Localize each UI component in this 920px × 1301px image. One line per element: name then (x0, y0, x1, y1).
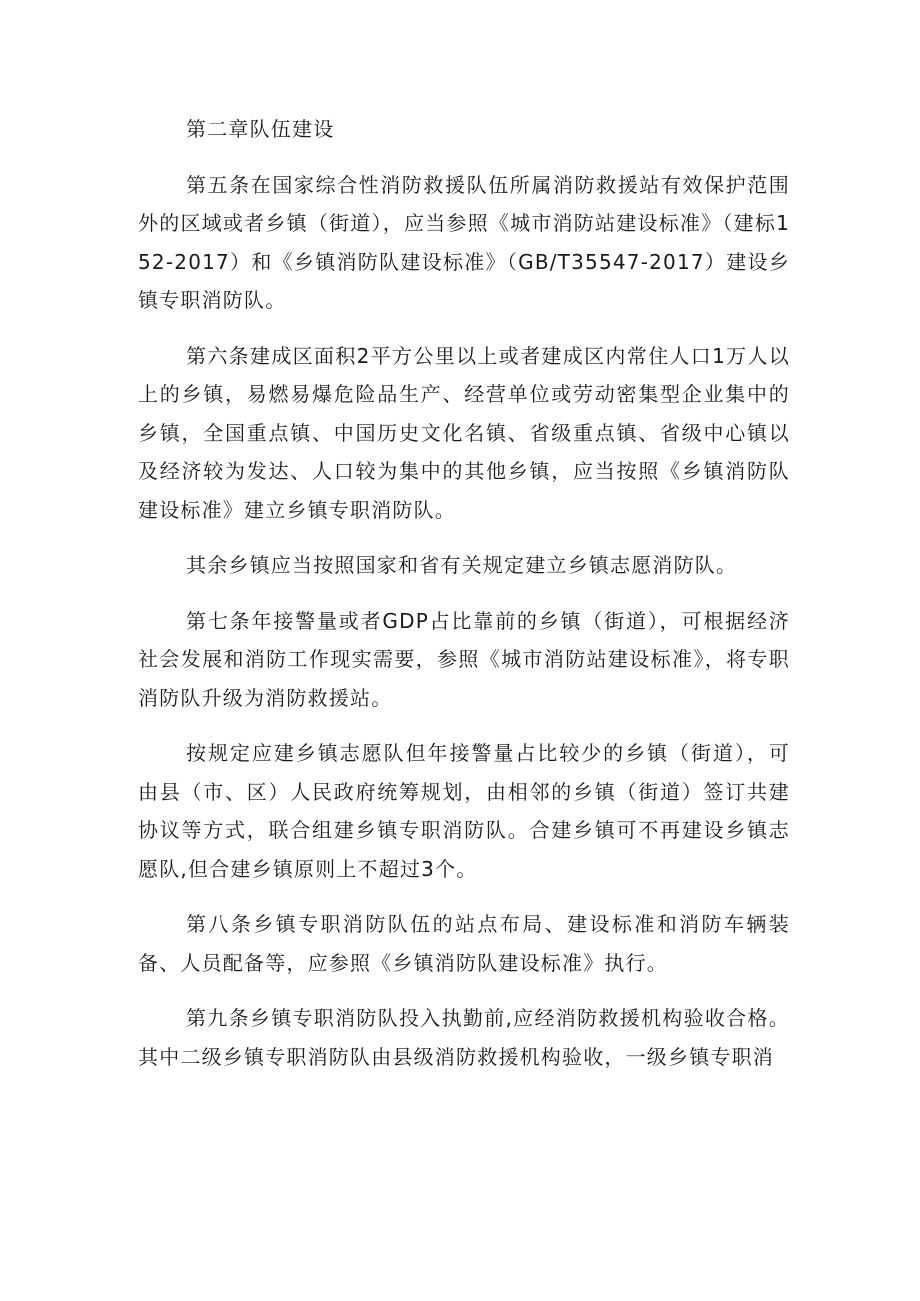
article-9-paragraph: 第九条乡镇专职消防队投入执勤前,应经消防救援机构验收合格。其中二级乡镇专职消防队由县级消防救援机构验收，一级乡镇专职消 (138, 1006, 790, 1069)
document-page (138, 110, 790, 1076)
volunteer-team-paragraph: 其余乡镇应当按照国家和省有关规定建立乡镇志愿消防队。 (186, 553, 738, 577)
chapter-heading: 第二章队伍建设 (186, 117, 335, 141)
article-7-paragraph: 第七条年接警量或者GDP占比靠前的乡镇（街道），可根据经济社会发展和消防工作现实需要，参照《城市消防站建设标准》，将专职消防队升级为消防救援站。 (138, 608, 790, 710)
article-6-paragraph: 第六条建成区面积2平方公里以上或者建成区内常住人口1万人以上的乡镇，易燃易爆危险品生产、经营单位或劳动密集型企业集中的乡镇，全国重点镇、中国历史文化名镇、省级重点镇、省级中心镇以及经济较为发达、人口较为集中的其他乡镇，应当按照《乡镇消防队建设标准》建立乡镇专职消防队。 (138, 343, 790, 522)
article-5-paragraph: 第五条在国家综合性消防救援队伍所属消防救援站有效保护范围外的区域或者乡镇（街道），应当参照《城市消防站建设标准》（建标152-2017）和《乡镇消防队建设标准》（GB/T35547-2017）建设乡镇专职消防队。 (138, 172, 790, 312)
joint-team-paragraph: 按规定应建乡镇志愿队但年接警量占比较少的乡镇（街道），可由县（市、区）人民政府统筹规划，由相邻的乡镇（街道）签订共建协议等方式，联合组建乡镇专职消防队。合建乡镇可不再建设乡镇志愿队,但合建乡镇原则上不超过3个。 (138, 741, 790, 881)
article-8-paragraph: 第八条乡镇专职消防队伍的站点布局、建设标准和消防车辆装备、人员配备等，应参照《乡镇消防队建设标准》执行。 (138, 912, 790, 975)
